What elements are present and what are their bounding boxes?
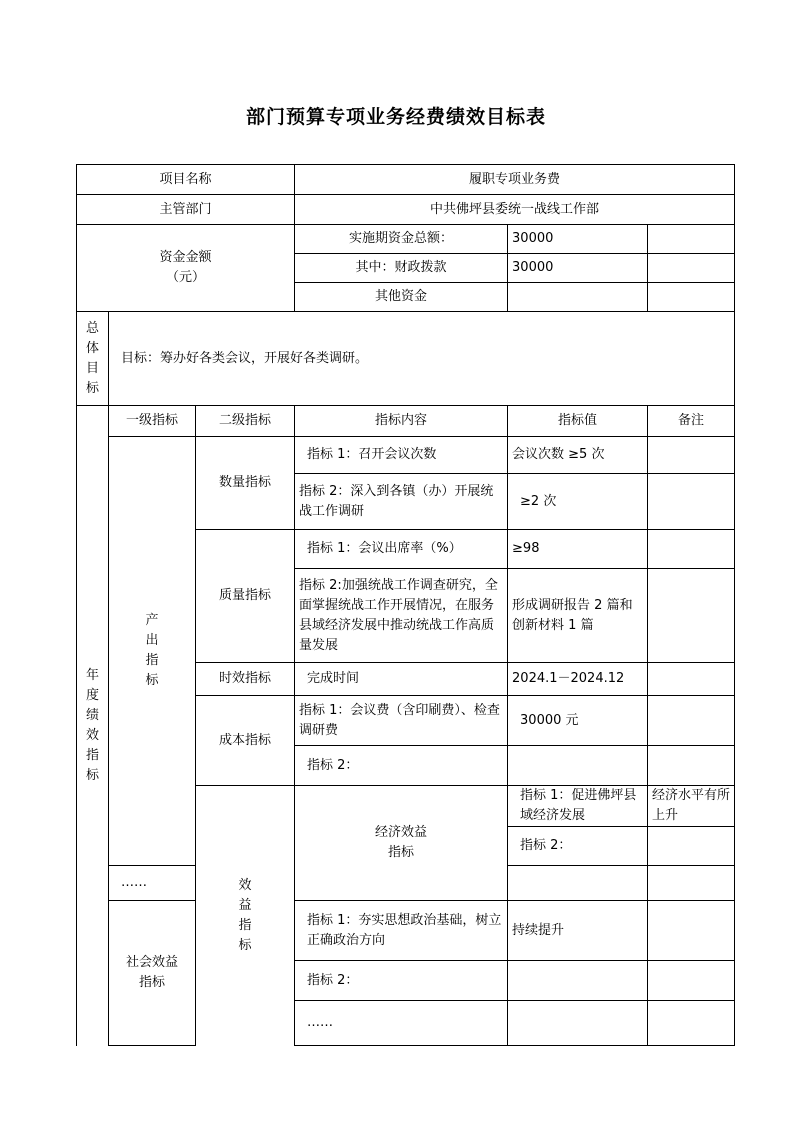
indicator-value: 会议次数 ≥5 次 — [508, 437, 648, 474]
funds-other-label: 其他资金 — [295, 283, 508, 312]
table-row — [77, 437, 735, 474]
indicator-value: ≥98 — [508, 530, 648, 569]
indicator-content: 指标 1：会议出席率（%） — [295, 530, 508, 569]
economic-benefit-label: 经济效益 指标 — [295, 786, 508, 901]
timeliness-indicator-label: 时效指标 — [196, 663, 295, 696]
cost-indicator-label: 成本指标 — [196, 696, 295, 786]
funds-total-value: 30000 — [508, 225, 648, 254]
indicator-content: 完成时间 — [295, 663, 508, 696]
header-value: 指标值 — [508, 406, 648, 437]
funds-other-blank — [648, 283, 735, 312]
performance-goal-table — [76, 164, 735, 1046]
indicator-note — [648, 530, 735, 569]
indicator-note — [648, 866, 735, 901]
indicator-note — [648, 474, 735, 530]
quality-indicator-label: 质量指标 — [196, 530, 295, 663]
indicator-content: 指标 1：会议费（含印刷费）、检查调研费 — [295, 696, 508, 746]
funds-fiscal-value: 30000 — [508, 254, 648, 283]
quantity-indicator-label: 数量指标 — [196, 437, 295, 530]
indicator-content: …… — [109, 866, 196, 901]
department-row — [77, 195, 735, 225]
funds-total-row — [77, 225, 735, 254]
indicator-value — [648, 827, 735, 866]
social-benefit-label: 社会效益 指标 — [109, 901, 196, 1046]
indicator-note — [648, 696, 735, 746]
indicator-note — [648, 746, 735, 786]
header-level1: 一级指标 — [109, 406, 196, 437]
indicator-note — [648, 1001, 735, 1046]
funds-label-line1: 资金金额 — [159, 250, 212, 265]
department-value: 中共佛坪县委统一战线工作部 — [295, 195, 735, 225]
indicator-note — [648, 961, 735, 1001]
project-name-label: 项目名称 — [77, 165, 295, 195]
indicator-content: 指标 2：深入到各镇（办）开展统战工作调研 — [295, 474, 508, 530]
indicator-content: …… — [295, 1001, 508, 1046]
indicator-value — [508, 866, 648, 901]
indicator-value: 形成调研报告 2 篇和创新材料 1 篇 — [508, 569, 648, 663]
funds-other-value — [508, 283, 648, 312]
header-level2: 二级指标 — [196, 406, 295, 437]
indicator-value: 30000 元 — [508, 696, 648, 746]
indicator-content: 指标 1：促进佛坪县域经济发展 — [508, 786, 648, 827]
project-name-value: 履职专项业务费 — [295, 165, 735, 195]
indicator-value — [508, 961, 648, 1001]
annual-label: 年 度 绩 效 指 标 — [77, 406, 109, 1046]
indicator-note — [648, 437, 735, 474]
indicator-note — [648, 901, 735, 961]
department-label: 主管部门 — [77, 195, 295, 225]
page-title: 部门预算专项业务经费绩效目标表 — [245, 106, 546, 128]
overall-goal-row — [77, 312, 735, 406]
funds-total-blank — [648, 225, 735, 254]
indicator-content: 指标 2:加强统战工作调查研究，全面掌握统战工作开展情况，在服务县域经济发展中推动统战工作高质量发展 — [295, 569, 508, 663]
output-indicator-label: 产 出 指 标 — [109, 437, 196, 866]
funds-label-line2: （元） — [166, 270, 206, 285]
funds-fiscal-label: 其中：财政拨款 — [295, 254, 508, 283]
funds-fiscal-blank — [648, 254, 735, 283]
indicator-content: 指标 1：夯实思想政治基础，树立正确政治方向 — [295, 901, 508, 961]
annual-header-row — [77, 406, 735, 437]
table-row — [77, 901, 735, 961]
project-name-row — [77, 165, 735, 195]
indicator-value — [508, 746, 648, 786]
indicator-value: ≥2 次 — [508, 474, 648, 530]
indicator-note — [648, 569, 735, 663]
indicator-value: 经济水平有所上升 — [648, 786, 735, 827]
header-note: 备注 — [648, 406, 735, 437]
header-content: 指标内容 — [295, 406, 508, 437]
overall-goal-label: 总 体 目 标 — [77, 312, 109, 406]
indicator-content: 指标 2： — [295, 961, 508, 1001]
benefit-indicator-label: 效 益 指 标 — [196, 786, 295, 1046]
funds-total-label: 实施期资金总额： — [295, 225, 508, 254]
indicator-value: 持续提升 — [508, 901, 648, 961]
indicator-note — [648, 663, 735, 696]
indicator-value: 2024.1－2024.12 — [508, 663, 648, 696]
funds-label — [77, 225, 295, 312]
indicator-content: 指标 2： — [508, 827, 648, 866]
overall-goal-text: 目标：筹办好各类会议，开展好各类调研。 — [109, 312, 735, 406]
indicator-content: 指标 2： — [295, 746, 508, 786]
indicator-content: 指标 1：召开会议次数 — [295, 437, 508, 474]
indicator-value — [508, 1001, 648, 1046]
